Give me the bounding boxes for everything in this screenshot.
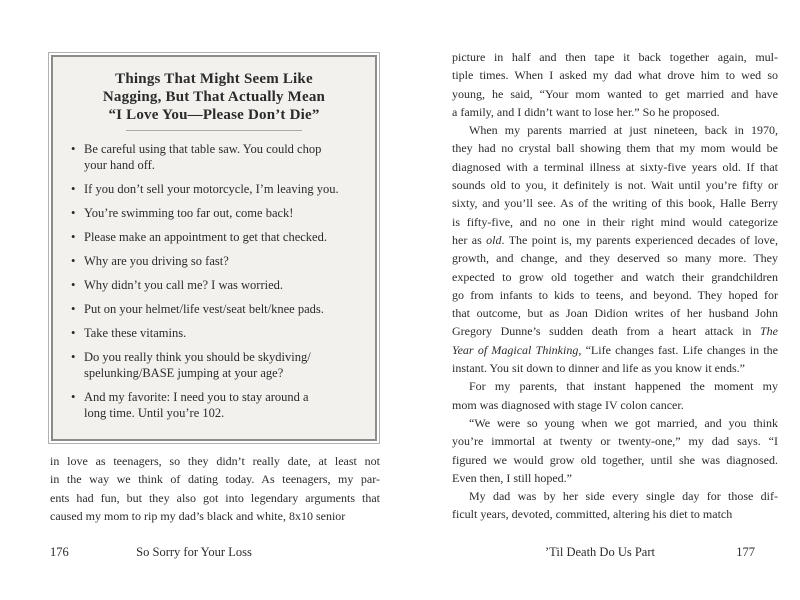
body-line: “We were so young when we got married, and you think bbox=[469, 415, 778, 430]
bullet-marker-icon: • bbox=[71, 390, 76, 404]
body-line: go from infants to kids to teens, and beyond. They hoped for bbox=[452, 287, 778, 302]
bullet-text bbox=[84, 325, 186, 341]
bullet-item bbox=[71, 389, 357, 421]
callout-box-title bbox=[71, 70, 357, 124]
bullet-item bbox=[71, 229, 357, 245]
body-line: Gregory Dunne’s sudden death from a heart attack in The bbox=[452, 324, 778, 339]
body-line: they had no crystal ball showing them that my mom would be bbox=[452, 141, 778, 156]
bullet-line: Why didn’t you call me? I was worried. bbox=[84, 278, 284, 292]
body-line: that outcome, but as Joan Didion writes of her husband John bbox=[452, 306, 778, 321]
paragraph bbox=[452, 487, 778, 524]
running-title-left: So Sorry for Your Loss bbox=[136, 545, 252, 559]
bullet-text bbox=[84, 205, 293, 221]
bullet-list bbox=[71, 141, 357, 421]
callout-divider bbox=[126, 130, 302, 131]
left-body-paragraph bbox=[50, 452, 380, 525]
bullet-text bbox=[84, 253, 229, 269]
body-line: When my parents married at just nineteen, back in 1970, bbox=[469, 123, 778, 138]
callout-title-line: Nagging, But That Actually Mean bbox=[102, 89, 326, 105]
bullet-text bbox=[84, 229, 327, 245]
bullet-text bbox=[84, 301, 324, 317]
body-line: Year of Magical Thinking, “Life changes fast. Life changes in the bbox=[452, 342, 779, 357]
body-line: picture in half and then tape it back together again, mul- bbox=[452, 50, 778, 64]
callout-box bbox=[51, 55, 377, 441]
body-line: young, he said, “Your mom wanted to get married and have bbox=[452, 86, 778, 101]
body-line: mom was diagnosed with stage IV colon cancer. bbox=[452, 397, 684, 412]
bullet-line: spelunking/BASE jumping at your age? bbox=[84, 366, 284, 380]
bullet-marker-icon: • bbox=[71, 350, 76, 364]
bullet-marker-icon: • bbox=[71, 182, 76, 196]
bullet-marker-icon: • bbox=[71, 206, 76, 220]
body-line: Even then, I still hoped.” bbox=[452, 470, 572, 485]
paragraph bbox=[452, 121, 778, 377]
body-line: caused my mom to rip my dad’s black and white, 8x10 senior bbox=[50, 508, 346, 523]
bullet-line: Take these vitamins. bbox=[84, 326, 187, 340]
body-line: her as old. The point is, my parents experienced decades of love, bbox=[452, 232, 778, 247]
body-line: growth, and change, and they deserved so many more. They bbox=[452, 251, 778, 266]
paragraph bbox=[452, 414, 778, 487]
body-line: diagnosed with a terminal illness at sixty-five years old. If that bbox=[452, 159, 778, 174]
body-line: a family, and I didn’t want to lose her.” So he proposed. bbox=[452, 104, 720, 119]
bullet-item bbox=[71, 277, 357, 293]
paragraph bbox=[452, 48, 778, 121]
bullet-text bbox=[84, 277, 283, 293]
bullet-item bbox=[71, 325, 357, 341]
bullet-item bbox=[71, 253, 357, 269]
body-line: instant. You sit down to dinner and life as you know it ends.” bbox=[452, 361, 745, 376]
bullet-item bbox=[71, 301, 357, 317]
bullet-line: Do you really think you should be skydiving/ bbox=[84, 350, 311, 364]
page-number-left: 176 bbox=[50, 545, 69, 559]
right-body-paragraphs bbox=[452, 48, 778, 524]
bullet-line: Put on your helmet/life vest/seat belt/knee pads. bbox=[84, 302, 324, 316]
body-line: My dad was by her side every single day for those dif- bbox=[469, 489, 778, 504]
bullet-text bbox=[84, 181, 339, 197]
bullet-item bbox=[71, 349, 357, 381]
left-footer bbox=[50, 545, 380, 565]
bullet-line: You’re swimming too far out, come back! bbox=[84, 206, 294, 220]
bullet-marker-icon: • bbox=[71, 302, 76, 316]
bullet-line: Please make an appointment to get that checked. bbox=[84, 230, 327, 244]
callout-title-line: “I Love You—Please Don’t Die” bbox=[108, 107, 320, 123]
bullet-marker-icon: • bbox=[71, 142, 76, 156]
body-line: For my parents, that instant happened the moment my bbox=[469, 379, 778, 394]
bullet-line: your hand off. bbox=[84, 158, 155, 172]
body-line: sounds old to you, it definitely is not. Wait until you’re fifty or bbox=[452, 178, 778, 193]
bullet-marker-icon: • bbox=[71, 326, 76, 340]
bullet-text bbox=[84, 349, 311, 381]
body-line: ents had fun, but they also got into legendary arguments that bbox=[50, 490, 380, 505]
body-line: in love as teenagers, so they didn’t really date, at least not bbox=[50, 454, 380, 468]
bullet-marker-icon: • bbox=[71, 278, 76, 292]
body-line: expected to grow old together and watch their grandchildren bbox=[452, 269, 778, 284]
bullet-line: If you don’t sell your motorcycle, I’m leaving you. bbox=[84, 182, 339, 196]
body-line: in the way we think of dating today. As teenagers, my par- bbox=[50, 472, 380, 487]
paragraph bbox=[452, 377, 778, 414]
bullet-line: And my favorite: I need you to stay around a bbox=[84, 390, 309, 404]
bullet-line: long time. Until you’re 102. bbox=[84, 406, 225, 420]
body-line: is fifty-five, and no one in their right mind would categorize bbox=[452, 214, 778, 229]
body-line: ficult years, devoted, committed, altering his diet to match bbox=[452, 507, 733, 522]
body-line: you’re immortal at twenty or twenty-one,” my dad says. “I bbox=[452, 434, 778, 449]
bullet-item bbox=[71, 141, 357, 173]
bullet-line: Why are you driving so fast? bbox=[84, 254, 229, 268]
running-title-right: ’Til Death Do Us Part bbox=[545, 545, 655, 559]
bullet-marker-icon: • bbox=[71, 254, 76, 268]
body-line: tiple times. When I asked my dad what drove him to wed so bbox=[452, 68, 778, 83]
bullet-line: Be careful using that table saw. You could chop bbox=[84, 142, 322, 156]
right-footer bbox=[452, 545, 778, 565]
bullet-marker-icon: • bbox=[71, 230, 76, 244]
bullet-item bbox=[71, 205, 357, 221]
body-line: figured we would grow old together, until she was diagnosed. bbox=[452, 452, 778, 467]
bullet-text bbox=[84, 389, 309, 421]
bullet-text bbox=[84, 141, 321, 173]
bullet-item bbox=[71, 181, 357, 197]
body-line: sixty, and you’ll see. As of the writing of this book, Halle Berry bbox=[452, 196, 778, 211]
page-number-right: 177 bbox=[736, 545, 755, 559]
callout-title-line: Things That Might Seem Like bbox=[115, 71, 313, 87]
